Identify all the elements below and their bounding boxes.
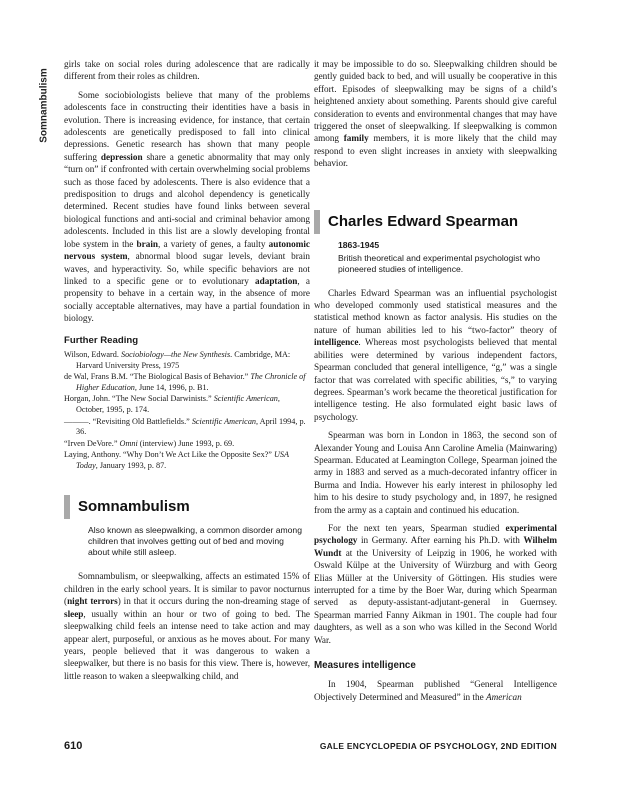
term-link: night terrors <box>67 596 118 607</box>
entry-title: Somnambulism <box>78 498 190 516</box>
entry-heading <box>314 210 557 234</box>
entry-definition: Also known as sleepwalking, a common disorder among children that involves getting out of bed and moving about while still asleep. <box>88 525 302 558</box>
reference-item: Horgan, John. “The New Social Darwinists.” Scientific American, October, 1995, p. 174. <box>64 394 280 414</box>
term-link: sleep <box>64 608 84 619</box>
reference-list <box>64 350 310 472</box>
term-link: family <box>343 133 369 144</box>
right-column <box>314 58 557 709</box>
paragraph: Charles Edward Spearman was an influential psychologist who developed commonly used statistical measures and the statistical method known as factor analysis. His studies on the nature of human abilities led to his “two-factor” theory of intelligence. Whereas most psychologists believed that mental abilities were determined by various independent factors, Spearman concluded that general intelligence, “g,” was a single factor that was correlated with specific abilities, “s,” to varying degrees. Spearman’s work became the theoretical justification for intelligence testing. He also formulated eight basic laws of psychology. <box>314 287 557 422</box>
paragraph: girls take on social roles during adolescence that are radically different from their roles as children. <box>64 59 310 82</box>
entry-title: Charles Edward Spearman <box>328 212 519 230</box>
further-reading-heading: Further Reading <box>64 334 139 346</box>
reference-item: “Irven DeVore.” Omni (interview) June 1993, p. 69. <box>64 438 235 448</box>
reference-item: de Wal, Frans B.M. “The Biological Basis of Behavior.” The Chronicle of Higher Education, June 14, 1996, p. B1. <box>64 372 306 392</box>
book-title: GALE ENCYCLOPEDIA OF PSYCHOLOGY, 2ND EDITION <box>319 741 557 751</box>
term-link: adaptation <box>255 275 298 286</box>
page-footer <box>64 740 557 754</box>
term-link: intelligence <box>314 337 359 348</box>
entry-description: British theoretical and experimental psychologist who pioneered studies of intelligence. <box>338 252 541 274</box>
entry-definition <box>338 240 551 275</box>
reference-item: ———. “Revisiting Old Battlefields.” Scientific American, April 1994, p. 36. <box>64 416 306 437</box>
paragraph: Spearman was born in London in 1863, the second son of Alexander Young and Louisa Ann Caroline Amelia (Mainwaring) Spearman. Educated at Leamington College, Spearman joined the army in 1883 and served as a much-decorated infantry officer in Burma and India. However his early interest in philosophy led him to his desire to study psychology and, in 1897, he resigned from the army as a captain and continued his education. <box>314 430 557 515</box>
reference-item: Wilson, Edward. Sociobiology—the New Synthesis. Cambridge, MA: Harvard University Press, 1975 <box>64 349 291 370</box>
term-link: experimental psychology <box>314 522 557 546</box>
term-link: Wilhelm Wundt <box>314 535 557 558</box>
term-link: autonomic nervous system <box>64 238 310 262</box>
reference-item: Laying, Anthony. “Why Don’t We Act Like the Opposite Sex?” USA Today, January 1993, p. 87. <box>64 450 289 470</box>
entry-dates: 1863-1945 <box>338 239 380 250</box>
term-link: brain <box>136 238 158 249</box>
paragraph: For the next ten years, Spearman studied experimental psychology in Germany. After earning his Ph.D. with Wilhelm Wundt at the University of Leipzig in 1906, he worked with Oswald Külpe at the University of Würzburg and with Georg Elias Müller at the University of Göttingen. His studies were interrupted for a time by the Boer War, during which Spearman served as deputy-assistant-adjutant-general in Guernsey. Spearman married Fanny Aikman in 1901. The couple had four daughters, as well as a son who was killed in the Second World War. <box>314 522 557 645</box>
section-tab <box>32 60 52 160</box>
heading-bar <box>314 210 320 234</box>
section-tab-label: Somnambulism <box>38 68 50 143</box>
section-heading: Measures intelligence <box>314 660 416 672</box>
paragraph: In 1904, Spearman published “General Intelligence Objectively Determined and Measured” in the American <box>314 679 557 702</box>
entry-heading <box>64 495 310 519</box>
paragraph: Somnambulism, or sleepwalking, affects an estimated 15% of children in the early school years. It is similar to pavor nocturnus (night terrors) in that it occurs during the non-dreaming stage of sleep, usually within an hour or two of going to bed. The sleepwalking child feels an intense need to take action and may appear alert, purposeful, or anxious as he moves about. For many years, people believed that it was dangerous to waken a sleepwalker, but there is no basis for this view. There is, however, little reason to waken a sleepwalking child, and <box>64 571 310 681</box>
paragraph: it may be impossible to do so. Sleepwalking children should be gently guided back to bed, and will usually be cooperative in this effort. Episodes of sleepwalking may be signs of a child’s heightened anxiety about something. Parents should give careful consideration to events and environmental changes that may have triggered the onset of sleepwalking. If sleepwalking is common among family members, it is more likely that the child may respond to even slight increases in anxiety with sleepwalking behavior. <box>314 59 557 169</box>
term-link: depression <box>100 151 143 162</box>
heading-bar <box>64 495 70 519</box>
page-number: 610 <box>64 740 83 752</box>
paragraph: Some sociobiologists believe that many of the problems adolescents face in constructing their identities have a basis in evolution. There is increasing evidence, for instance, that certain adolescents are genetically predisposed to fall into clinical depressions. Genetic research has shown that many people suffering depression share a genetic abnormality that may only “turn on” if confronted with certain overwhelming social problems such as those faced by adolescents. There is also evidence that a predisposition to drugs and alcohol dependency is genetically determined. Recent studies have found links between several biological functions and anti-social and criminal behavior among adolescents. Included in this list are a slowly developing frontal lobe system in the brain, a variety of genes, a faulty autonomic nervous system, abnormal blood sugar levels, deviant brain waves, and hyperactivity. So, while specific behaviors are not linked to a specific gene or to evolutionary adaptation, a propensity to behave in a certain way, in the absence of more socially acceptable alternatives, may have a partial foundation in biology. <box>64 89 311 324</box>
left-column <box>64 58 310 688</box>
